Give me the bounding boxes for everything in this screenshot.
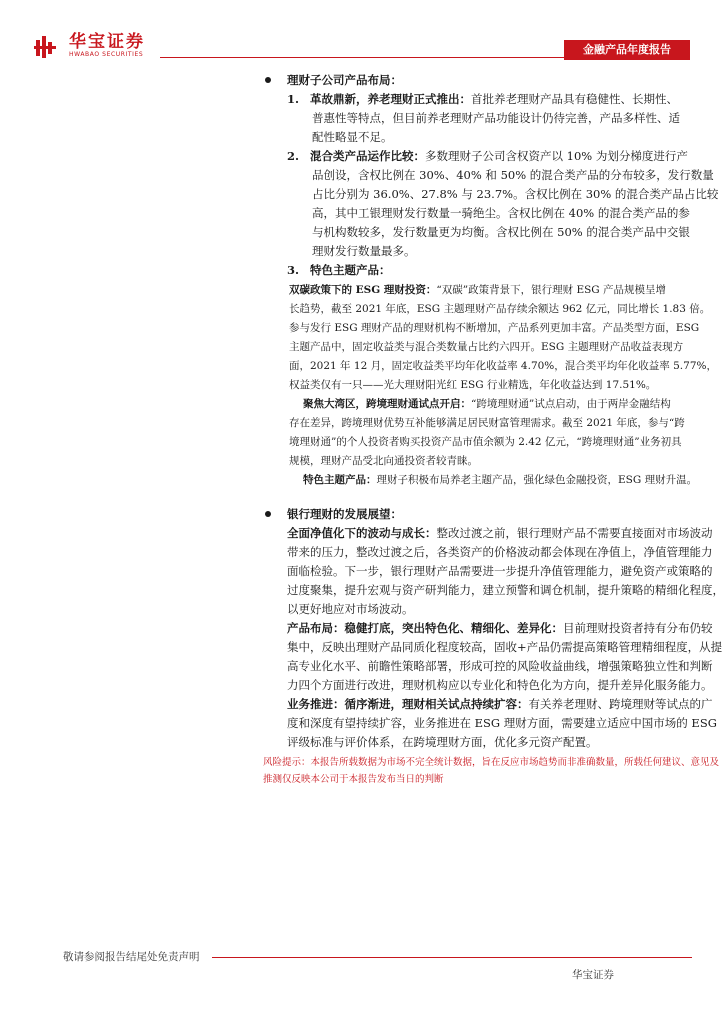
outlook-p2-line-3: 高专业化水平、前瞻性策略部署，形成可控的风险收益曲线，增强策略独立性和判断	[287, 659, 713, 673]
item-1-line-3: 配性略显不足。	[312, 130, 393, 144]
item-1-line-1: 1. 革故鼎新，养老理财正式推出：首批养老理财产品具有稳健性、长期性、	[287, 92, 678, 106]
gba-line-3: 境理财通”的个人投资者购买投资产品市值余额为 2.42 亿元，“跨境理财通”业务初具	[289, 436, 682, 448]
company-logo	[34, 33, 145, 59]
item-3-lead: 特色主题产品：	[309, 263, 391, 277]
outlook-p3-line-2: 度和深度有望持续扩容，业务推进在 ESG 理财方面，需要建立适应中国市场的 ESG	[287, 716, 717, 730]
risk-warning-line-1: 风险提示：本报告所载数据为市场不完全统计数据，旨在反应市场趋势而非准确数量，所载任何建议、意见及	[263, 757, 720, 768]
logo-name-en: HWABAO SECURITIES	[69, 51, 144, 58]
risk-warning-line-2: 推测仅反映本公司于本报告发布当日的判断	[263, 774, 444, 785]
item-1-line-2: 普惠性等特点，但目前养老理财产品功能设计仍待完善，产品多样性、适	[312, 111, 680, 125]
esg-line-4: 主题产品中，固定收益类与混合类数量占比约六四开。ESG 主题理财产品收益表现方	[289, 341, 684, 353]
item-3-line-1: 3. 特色主题产品：	[287, 263, 391, 277]
item-2-line-6: 理财发行数量最多。	[312, 244, 416, 258]
item-2-line-2: 品创设，含权比例在 30%、40% 和 50% 的混合类产品的分布较多，发行数量	[312, 168, 714, 182]
esg-line-1: 双碳政策下的 ESG 理财投资：“双碳”政策背景下，银行理财 ESG 产品规模呈增	[289, 284, 667, 296]
esg-line-5: 面，2021 年 12 月，固定收益类平均年化收益率 4.70%，混合类平均年化收益率 5.77%，	[289, 360, 717, 372]
item-2-line-4: 高，其中工银理财发行数量一骑绝尘。含权比例在 40% 的混合类产品的参	[312, 206, 690, 220]
item-2-line-1: 2. 混合类产品运作比较：多数理财子公司含权资产以 10% 为划分梯度进行产	[287, 149, 688, 163]
disclaimer-note: 敬请参阅报告结尾处免责声明	[63, 951, 200, 963]
item-2-lead: 混合类产品运作比较：	[309, 149, 425, 163]
footer-company-name: 华宝证券	[572, 969, 614, 981]
outlook-p1-line-5: 以更好地应对市场波动。	[287, 602, 414, 616]
bullet-icon	[265, 77, 271, 83]
outlook-p1-lead: 全面净值化下的波动与成长：	[287, 526, 437, 540]
esg-lead: 双碳政策下的 ESG 理财投资：	[289, 284, 437, 296]
gba-lead: 聚焦大湾区，跨境理财通试点开启：	[303, 398, 471, 410]
outlook-p1-line-4: 过度聚集，提升宏观与资产研判能力，建立预警和调仓机制，提升策略的精细化程度，	[287, 583, 724, 597]
theme-line-1: 特色主题产品：理财子积极布局养老主题产品，强化绿色金融投资，ESG 理财升温。	[303, 474, 698, 486]
header-divider	[160, 57, 564, 58]
section-title-wealth-subsidiary: 理财子公司产品布局：	[287, 73, 402, 87]
outlook-p1-line-1: 全面净值化下的波动与成长：整改过渡之前，银行理财产品不需要直接面对市场波动	[287, 526, 713, 540]
outlook-p2-line-1: 产品布局：稳健打底，突出特色化、精细化、差异化：目前理财投资者持有分布仍较	[287, 621, 713, 635]
item-2-line-5: 与机构数较多，发行数量更为均衡。含权比例在 50% 的混合类产品中交银	[312, 225, 690, 239]
gba-line-2: 存在差异，跨境理财优势互补能够满足居民财富管理需求。截至 2021 年底，参与“跨	[289, 417, 685, 429]
logo-name-cn: 华宝证券	[69, 32, 145, 52]
item-1-lead: 革故鼎新，养老理财正式推出：	[309, 92, 471, 106]
item-2-line-3: 占比分别为 36.0%、27.8% 与 23.7%。含权比例在 30% 的混合类产品占比较	[312, 187, 719, 201]
esg-line-3: 参与发行 ESG 理财产品的理财机构不断增加，产品系列更加丰富。产品类型方面，ESG	[289, 322, 700, 334]
bullet-icon	[265, 511, 271, 517]
gba-line-4: 规模，理财产品受北向通投资者较青睐。	[289, 455, 478, 467]
page-header	[0, 0, 724, 64]
outlook-p1-line-2: 带来的压力，整改过渡之后，各类资产的价格波动都会体现在净值上，净值管理能力	[287, 545, 713, 559]
section-title-outlook: 银行理财的发展展望：	[287, 507, 402, 521]
theme-lead: 特色主题产品：	[303, 474, 377, 486]
outlook-p2-line-2: 集中，反映出理财产品同质化程度较高，固收+产品仍需提高策略管理精细程度，从提	[287, 640, 723, 654]
outlook-p2-lead: 产品布局：稳健打底，突出特色化、精细化、差异化：	[287, 621, 563, 635]
report-type-tag: 金融产品年度报告	[564, 40, 690, 60]
outlook-p1-line-3: 面临检验。下一步，银行理财产品需要进一步提升净值管理能力，避免资产或策略的	[287, 564, 713, 578]
gba-line-1: 聚焦大湾区，跨境理财通试点开启：“跨境理财通”试点启动，由于两岸金融结构	[303, 398, 671, 410]
footer-divider	[212, 957, 692, 958]
logo-mark-icon	[34, 34, 64, 58]
outlook-p2-line-4: 力四个方面进行改进，理财机构应以专业化和特色化为方向，提升差异化服务能力。	[287, 678, 713, 692]
outlook-p3-line-1: 业务推进：循序渐进，理财相关试点持续扩容：有关养老理财、跨境理财等试点的广	[287, 697, 713, 711]
outlook-p3-lead: 业务推进：循序渐进，理财相关试点持续扩容：	[287, 697, 529, 711]
outlook-p3-line-3: 评级标准与评价体系，在跨境理财方面，优化多元资产配置。	[287, 735, 598, 749]
esg-line-2: 长趋势，截至 2021 年底，ESG 主题理财产品存续余额达 962 亿元，同比增长 1.83 倍。	[289, 303, 711, 315]
esg-line-6: 权益类仅有一只——光大理财阳光红 ESG 行业精选，年化收益达到 17.51%。	[289, 379, 657, 391]
